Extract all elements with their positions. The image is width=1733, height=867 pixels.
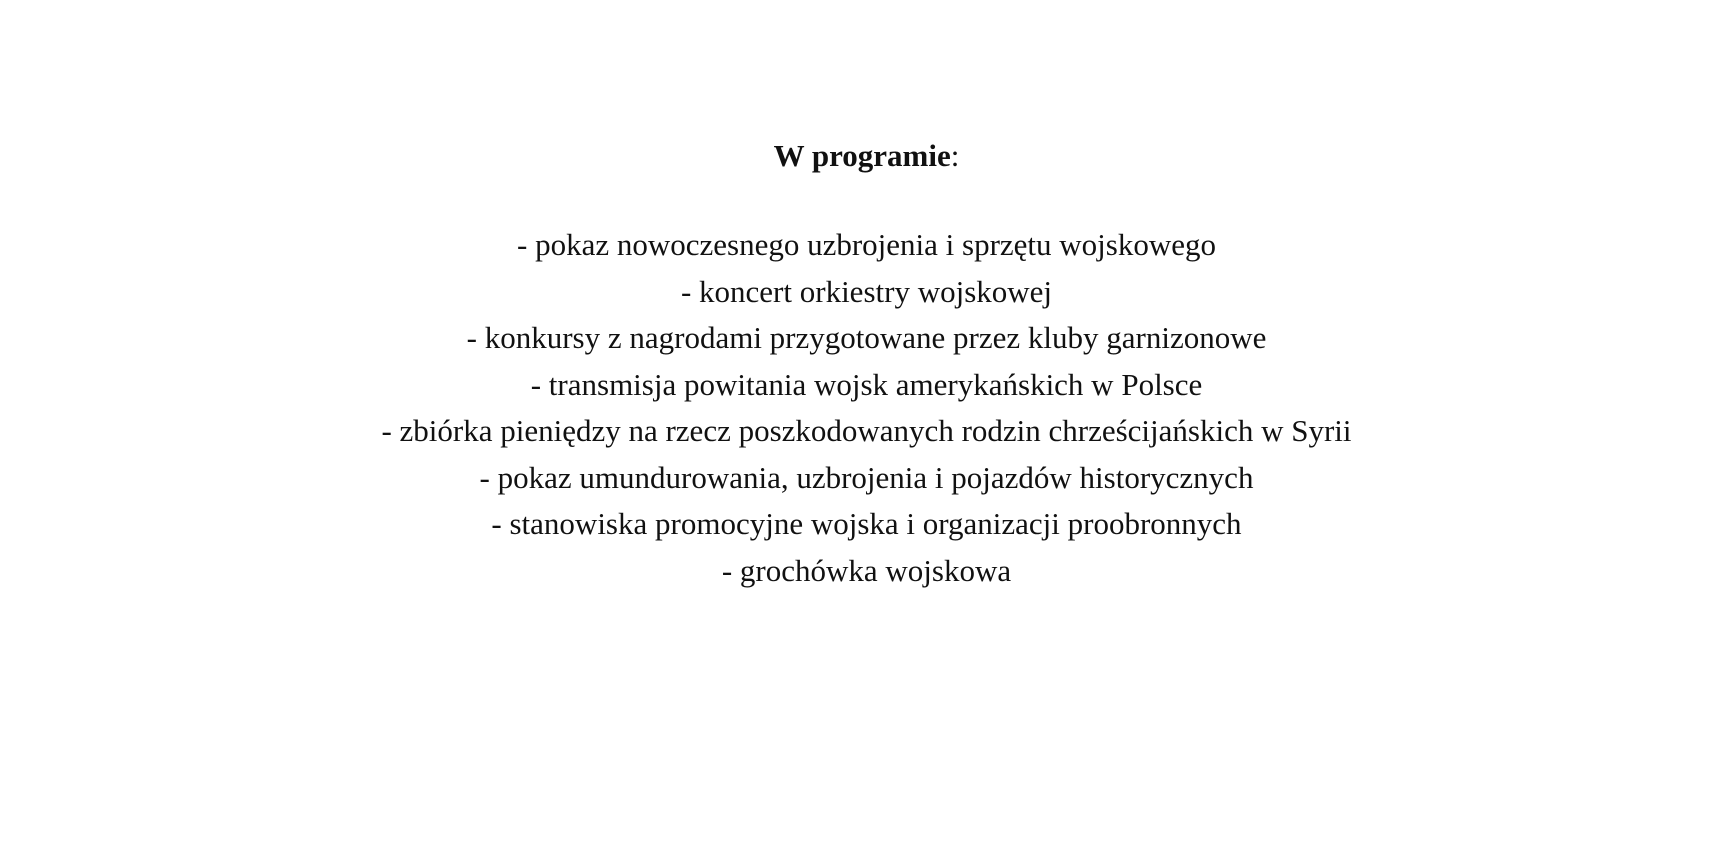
program-item: - pokaz umundurowania, uzbrojenia i pojazdów historycznych	[479, 459, 1254, 495]
program-item: - konkursy z nagrodami przygotowane przez kluby garnizonowe	[466, 320, 1267, 355]
program-list	[0, 222, 1733, 594]
program-heading-colon: :	[950, 138, 960, 173]
program-item: - transmisja powitania wojsk amerykańskich w Polsce	[530, 366, 1203, 402]
program-item: - zbiórka pieniędzy na rzecz poszkodowanych rodzin chrześcijańskich w Syrii	[381, 413, 1352, 448]
program-item: - pokaz nowoczesnego uzbrojenia i sprzętu wojskowego	[517, 227, 1216, 262]
program-heading	[0, 136, 1733, 176]
program-item: - stanowiska promocyjne wojska i organizacji proobronnych	[491, 506, 1242, 541]
program-item: - koncert orkiestry wojskowej	[680, 273, 1053, 309]
program-item: - grochówka wojskowa	[721, 552, 1012, 588]
program-heading-label: W programie	[773, 138, 951, 173]
